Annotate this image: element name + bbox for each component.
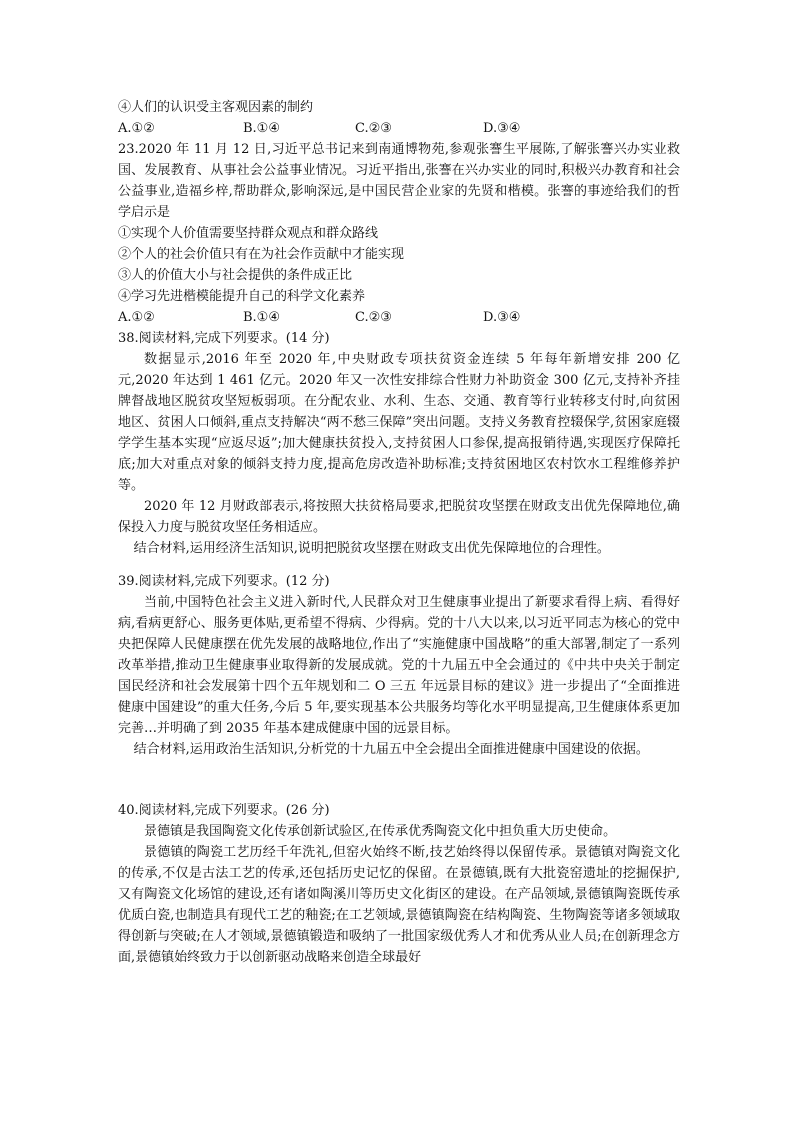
q38-question: 结合材料,运用经济生活知识,说明把脱贫攻坚摆在财政支出优先保障地位的合理性。	[133, 541, 610, 556]
q23-option-b: B.①④	[243, 310, 280, 325]
q38-title: 38.阅读材料,完成下列要求。(14 分)	[118, 331, 330, 346]
q23-option-a: A.①②	[118, 310, 155, 325]
q39-paragraph-1: 当前,中国特色社会主义进入新时代,人民群众对卫生健康事业提出了新要求看得上病、看得好病,看病更舒心、服务更体贴,更希望不得病、少得病。党的十八大以来,以习近平同志为核心的党中央把保障人民健康摆在优先发展的战略地位,作出了“实施健康中国战略”的重大部署,制定了一系列改革举措,推动卫生健康事业取得新的发展成就。党的十九届五中全会通过的《中共中央关于制定国民经济和社会发展第十四个五年规划和二 O 三五 年远景目标的建议》进一步提出了“全面推进健康中国建设”的重大任务,今后 5 年,要实现基本公共服务均等化水平明显提高,卫生健康体系更加完善…并明确了到 2035 年基本建成健康中国的远景目标。	[118, 595, 680, 736]
q22-option-b: B.①④	[243, 121, 280, 136]
q23-item-3: ③人的价值大小与社会提供的条件成正比	[118, 268, 353, 283]
q40-paragraph-2: 景德镇的陶瓷工艺历经千年洗礼,但窑火始终不断,技艺始终得以保留传承。景德镇对陶瓷文化的传承,不仅是古法工艺的传承,还包括历史记忆的保留。在景德镇,既有大批瓷窑遗址的挖掘保护,又有陶瓷文化场馆的建设,还有诸如陶溪川等历史文化街区的建设。在产品领域,景德镇陶瓷既传承优质白瓷,也制造具有现代工艺的釉瓷;在工艺领域,景德镇陶瓷在结构陶瓷、生物陶瓷等诸多领域取得创新与突破;在人才领域,景德镇锻造和吸纳了一批国家级优秀人才和优秀从业人员;在创新理念方面,景德镇始终致力于以创新驱动战略来创造全球最好	[118, 845, 680, 965]
q22-option-a: A.①②	[118, 121, 155, 136]
q39-question: 结合材料,运用政治生活知识,分析党的十九届五中全会提出全面推进健康中国建设的依据。	[133, 742, 649, 757]
exam-page	[118, 97, 680, 968]
q38-paragraph-1: 数据显示,2016 年至 2020 年,中央财政专项扶贫资金连续 5 年每年新增安排 200 亿元,2020 年达到 1 461 亿元。2020 年又一次性安排综合性财力补助资金 300 亿元,支持补齐挂牌督战地区脱贫攻坚短板弱项。在分配农业、水利、生态、交通、教育等行业转移支付时,向贫困地区、贫困人口倾斜,重点支持解决“两不愁三保障”突出问题。支持义务教育控辍保学,贫困家庭辍学学生基本实现“应返尽返”;加大健康扶贫投入,支持贫困人口参保,提高报销待遇,实现医疗保障托底;加大对重点对象的倾斜支持力度,提高危房改造补助标准;支持贫困地区农村饮水工程维修养护等。	[118, 352, 680, 493]
q23-item-4: ④学习先进楷模能提升自己的科学文化素养	[118, 289, 366, 304]
q40-paragraph-1: 景德镇是我国陶瓷文化传承创新试验区,在传承优秀陶瓷文化中担负重大历史使命。	[144, 824, 617, 839]
q23-option-c: C.②③	[355, 310, 392, 325]
q22-item-4: ④人们的认识受主客观因素的制约	[118, 100, 314, 115]
q23-item-2: ②个人的社会价值只有在为社会作贡献中才能实现	[118, 247, 405, 262]
spacer	[118, 559, 680, 571]
q23-stem: 23.2020 年 11 月 12 日,习近平总书记来到南通博物苑,参观张謇生平展陈,了解张謇兴办实业救国、发展教育、从事社会公益事业情况。习近平指出,张謇在兴办实业的同时,积极兴办教育和社会公益事业,造福乡梓,帮助群众,影响深远,是中国民营企业家的先贤和楷模。张謇的事迹给我们的哲学启示是	[118, 142, 680, 220]
q22-option-c: C.②③	[355, 121, 392, 136]
q23-item-1: ①实现个人价值需要坚持群众观点和群众路线	[118, 226, 379, 241]
q39-title: 39.阅读材料,完成下列要求。(12 分)	[118, 574, 330, 589]
q22-options	[118, 118, 680, 139]
spacer	[118, 760, 680, 800]
q22-option-d: D.③④	[483, 121, 521, 136]
q23-option-d: D.③④	[483, 310, 521, 325]
q38-paragraph-2: 2020 年 12 月财政部表示,将按照大扶贫格局要求,把脱贫攻坚摆在财政支出优先保障地位,确保投入力度与脱贫攻坚任务相适应。	[118, 499, 680, 535]
q40-title: 40.阅读材料,完成下列要求。(26 分)	[118, 803, 330, 818]
q23-options	[118, 307, 680, 328]
